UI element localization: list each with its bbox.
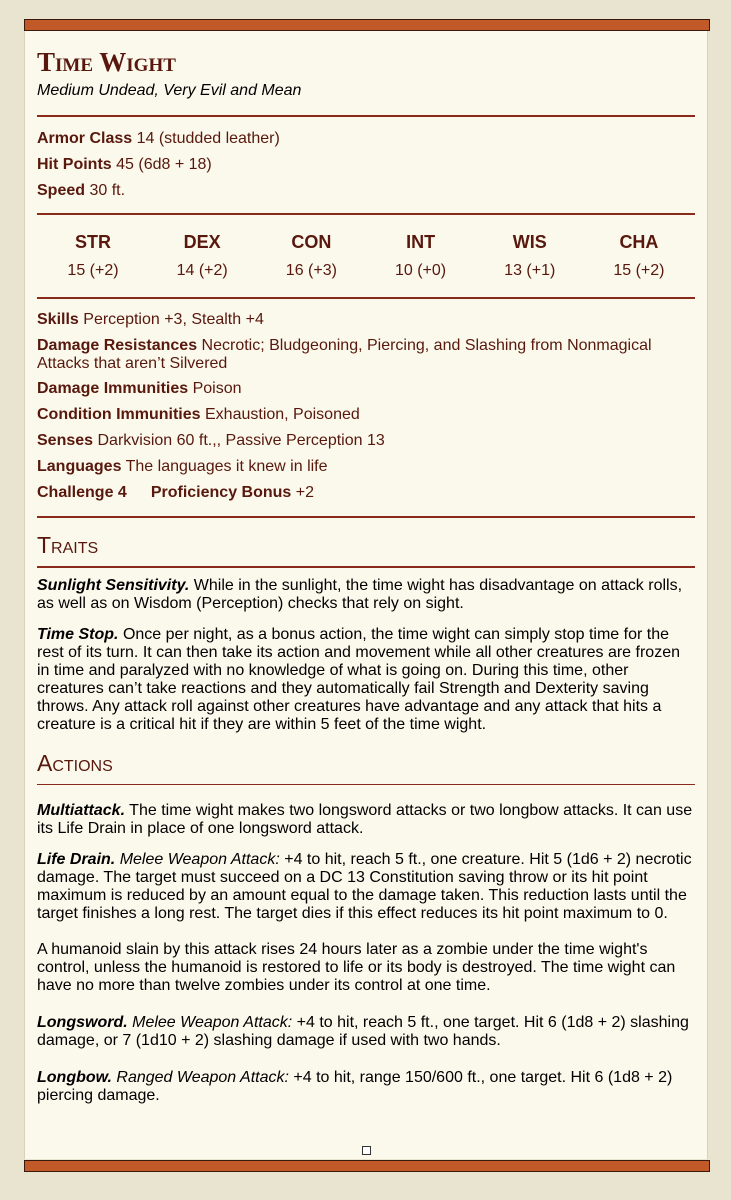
ability-value: 15 (+2): [67, 262, 119, 279]
detail-stats: [37, 307, 695, 506]
skills-value: Perception +3, Stealth +4: [83, 311, 264, 328]
ability-value: 10 (+0): [394, 262, 447, 279]
proficiency-label: Proficiency Bonus: [150, 484, 292, 501]
action-multiattack: [37, 802, 695, 838]
section-divider: [37, 784, 695, 786]
attack-type: Ranged Weapon Attack:: [116, 1069, 289, 1086]
challenge-row: [37, 480, 695, 506]
action-name: Longbow.: [37, 1069, 112, 1086]
skills: [37, 307, 695, 333]
trait-text: While in the sunlight, the time wight has disadvantage on attack rolls, as well as on Wisdom (Perception) checks that rely on sight.: [37, 576, 683, 612]
damage-immunities: [37, 376, 695, 402]
humanoid-note: A humanoid slain by this attack rises 24 hours later as a zombie under the time wight's control, unless the humanoid is restored to life or its body is destroyed. The time wight can have no more than twelve zombies under its control at one time.: [37, 941, 676, 994]
action-name: Longsword.: [37, 1014, 128, 1031]
ability-int: [375, 231, 467, 281]
trait-sunlight-sensitivity: [37, 577, 695, 613]
condition-immunities-value: Exhaustion, Poisoned: [205, 406, 360, 423]
traits-heading: Traits: [37, 532, 99, 558]
hit-points-value: 45 (6d8 + 18): [116, 156, 212, 173]
attack-type: Melee Weapon Attack:: [132, 1014, 293, 1031]
languages: [37, 454, 695, 480]
action-life-drain: [37, 851, 695, 923]
ability-value: 16 (+3): [285, 262, 337, 279]
action-longsword: [37, 1014, 695, 1050]
top-border-bar: [24, 19, 710, 31]
proficiency-value: +2: [295, 484, 315, 501]
senses-value: Darkvision 60 ft.,, Passive Perception 13: [97, 432, 385, 449]
damage-resistances-label: Damage Resistances: [37, 337, 198, 354]
stat-block: [24, 31, 708, 1159]
monster-subtitle: Medium Undead, Very Evil and Mean: [37, 82, 302, 99]
armor-class-label: Armor Class: [37, 130, 133, 147]
action-name: Life Drain.: [37, 851, 116, 868]
section-divider: [37, 566, 695, 568]
damage-immunities-value: Poison: [192, 380, 242, 397]
ability-name: WIS: [512, 232, 547, 252]
ability-value: 13 (+1): [504, 262, 556, 279]
ability-name: CHA: [619, 232, 659, 252]
ability-scores: [37, 231, 695, 281]
skills-label: Skills: [37, 311, 79, 328]
trait-time-stop: [37, 626, 695, 734]
divider: [37, 297, 695, 299]
speed-value: 30 ft.: [89, 182, 126, 199]
armor-class-value: 14 (studded leather): [136, 130, 280, 147]
action-text: +4 to hit, range 150/600 ft., one target. Hit 6 (1d8 + 2) piercing damage.: [37, 1069, 673, 1104]
monster-name: Time Wight: [37, 47, 176, 77]
hit-points-label: Hit Points: [37, 156, 112, 173]
divider: [37, 115, 695, 117]
action-text: +4 to hit, reach 5 ft., one target. Hit 6 (1d8 + 2) slashing damage, or 7 (1d10 + 2) slashing damage if used with two hands.: [37, 1014, 689, 1049]
ability-wis: [484, 231, 576, 281]
speed-label: Speed: [37, 182, 86, 199]
trait-text: Once per night, as a bonus action, the time wight can simply stop time for the rest of its turn. It can then take its action and movement while all other creatures are frozen in time and paralyzed with no knowledge of what is going on. During this time, other creatures can’t take reactions and they automatically fail Strength and Dexterity saving throws. Any attack roll against other creatures have advantage and any attack that hits a creature is a critical hit if they are within 5 feet of the time wight.: [37, 625, 680, 733]
ability-name: CON: [291, 232, 332, 252]
divider: [37, 213, 695, 215]
ability-name: INT: [406, 232, 436, 252]
attack-type: Melee Weapon Attack:: [119, 851, 280, 868]
ability-value: 15 (+2): [613, 262, 665, 279]
hit-points: [37, 152, 695, 178]
challenge-value: 4: [117, 484, 127, 501]
armor-class: [37, 126, 695, 152]
resize-handle-icon[interactable]: [362, 1146, 371, 1155]
bottom-border-bar: [24, 1160, 710, 1172]
ability-dex: [156, 231, 248, 281]
action-longbow: [37, 1069, 695, 1105]
condition-immunities-label: Condition Immunities: [37, 406, 201, 423]
trait-name: Sunlight Sensitivity.: [37, 576, 190, 594]
ability-con: [265, 231, 357, 281]
ability-value: 14 (+2): [176, 262, 228, 279]
action-text: +4 to hit, reach 5 ft., one creature. Hit 5 (1d6 + 2) necrotic damage. The target must succeed on a DC 13 Constitution saving throw or its hit point maximum is reduced by an amount equal to the damage taken. This reduction lasts until the target finishes a long rest. The target dies if this effect reduces its hit point maximum to 0.: [37, 851, 692, 922]
actions-heading: Actions: [37, 749, 113, 776]
action-name: Multiattack.: [37, 802, 126, 819]
ability-name: DEX: [183, 232, 221, 252]
senses-label: Senses: [37, 432, 94, 449]
ability-cha: [593, 231, 685, 281]
damage-resistances-value: Necrotic; Bludgeoning, Piercing, and Slashing from Nonmagical Attacks that aren’t Silvered: [37, 337, 652, 372]
languages-value: The languages it knew in life: [125, 458, 328, 475]
action-text: The time wight makes two longsword attacks or two longbow attacks. It can use its Life Drain in place of one longsword attack.: [37, 802, 693, 837]
divider: [37, 516, 695, 518]
damage-resistances: [37, 333, 695, 376]
speed: [37, 178, 695, 204]
challenge-label: Challenge: [37, 484, 114, 501]
languages-label: Languages: [37, 458, 122, 475]
ability-name: STR: [75, 232, 111, 252]
ability-str: [47, 231, 139, 281]
condition-immunities: [37, 402, 695, 428]
core-stats: [37, 126, 695, 204]
senses: [37, 428, 695, 454]
damage-immunities-label: Damage Immunities: [37, 380, 189, 397]
trait-name: Time Stop.: [37, 625, 119, 643]
